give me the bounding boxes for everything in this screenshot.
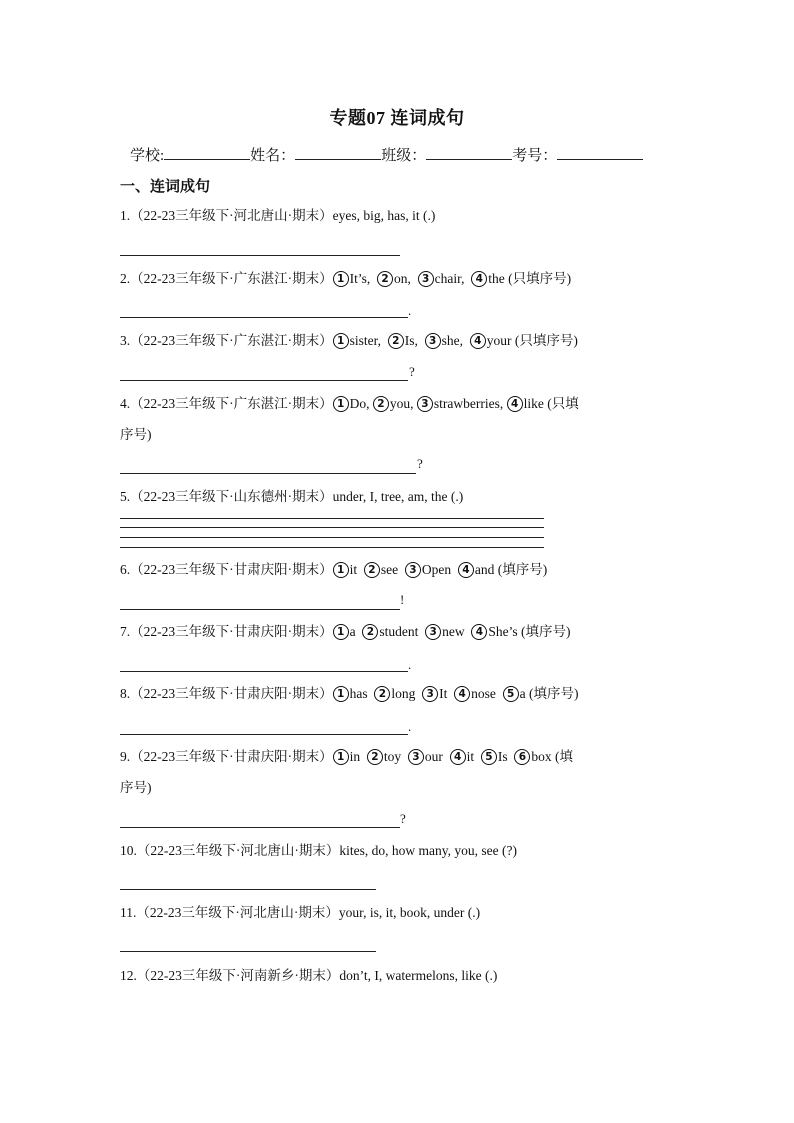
option-word: nose	[471, 686, 496, 701]
option-number-3: 3	[422, 686, 438, 702]
option-number-2: 2	[388, 333, 404, 349]
option-word: Is	[497, 749, 508, 764]
option-number-4: 4	[507, 396, 523, 412]
option-number-3: 3	[425, 333, 441, 349]
answer-line-9[interactable]	[120, 826, 400, 828]
option-number-2: 2	[374, 686, 390, 702]
option-word: Open	[421, 562, 452, 577]
question-9	[120, 741, 676, 772]
question-number: 11.	[120, 905, 137, 920]
option-number-1: 1	[333, 562, 349, 578]
option-word: chair,	[434, 271, 465, 286]
question-number: 9.	[120, 749, 131, 764]
question-number: 3.	[120, 333, 131, 348]
option-number-1: 1	[333, 749, 349, 765]
question-number: 12.	[120, 968, 137, 983]
question-2	[120, 263, 571, 294]
question-source: （22-23三年级下·广东湛江·期末）	[130, 271, 333, 286]
option-number-3: 3	[408, 749, 424, 765]
exam-no-blank[interactable]	[557, 145, 643, 160]
question-12	[120, 960, 497, 991]
question-words: kites, do, how many, you, see (?)	[339, 843, 517, 858]
option-number-5: 5	[481, 749, 497, 765]
option-number-1: 1	[333, 624, 349, 640]
option-word: and	[474, 562, 495, 577]
question-6	[120, 554, 547, 585]
option-number-6: 6	[514, 749, 530, 765]
answer-line-6[interactable]	[120, 608, 400, 610]
answer-line-10[interactable]	[120, 888, 376, 890]
option-number-1: 1	[333, 686, 349, 702]
question-words: don’t, I, watermelons, like (.)	[339, 968, 498, 983]
answer-line-1[interactable]	[120, 254, 400, 256]
option-word: sister,	[349, 333, 381, 348]
answer-end-punct-7: .	[408, 657, 412, 672]
question-note: (填序号)	[529, 686, 579, 701]
answer-end-punct-6: !	[400, 592, 405, 607]
option-word: It’s,	[349, 271, 371, 286]
question-source: （22-23三年级下·广东湛江·期末）	[130, 396, 333, 411]
answer-line-2[interactable]	[120, 316, 408, 318]
question-10	[120, 835, 517, 866]
option-number-4: 4	[454, 686, 470, 702]
question-source: （22-23三年级下·河南新乡·期末）	[136, 968, 340, 983]
option-word: the	[488, 271, 505, 286]
option-word: on,	[394, 271, 411, 286]
option-word: She’s	[488, 624, 518, 639]
question-number: 4.	[120, 396, 131, 411]
school-label: 学校:	[130, 148, 165, 164]
answer-end-punct-8: .	[408, 719, 412, 734]
question-source: （22-23三年级下·甘肃庆阳·期末）	[130, 686, 333, 701]
question-3	[120, 325, 578, 356]
question-note-continued: 序号)	[120, 427, 152, 442]
question-number: 6.	[120, 562, 131, 577]
question-source: （22-23三年级下·河北唐山·期末）	[136, 843, 340, 858]
option-number-4: 4	[471, 624, 487, 640]
option-number-2: 2	[364, 562, 380, 578]
section-heading: 一、连词成句	[120, 179, 211, 195]
question-note: (填序号)	[521, 624, 571, 639]
option-number-3: 3	[417, 396, 433, 412]
question-source: （22-23三年级下·河北唐山·期末）	[130, 208, 333, 223]
answer-line-8[interactable]	[120, 733, 408, 735]
option-word: has	[349, 686, 368, 701]
question-number: 1.	[120, 208, 131, 223]
option-word: new	[442, 624, 465, 639]
option-word: It	[439, 686, 448, 701]
option-word: see	[380, 562, 399, 577]
answer-end-punct-9: ?	[400, 811, 406, 826]
exam-no-label: 考号：	[512, 148, 558, 164]
question-note: (只填序号)	[508, 271, 572, 286]
question-5	[120, 481, 463, 512]
question-7	[120, 616, 571, 647]
question-4	[120, 388, 676, 419]
question-11	[120, 897, 480, 928]
answer-end-punct-3: ?	[409, 364, 415, 379]
question-note: (只填	[547, 396, 579, 411]
answer-line-5a[interactable]	[120, 517, 544, 519]
student-info-row	[130, 144, 643, 165]
option-number-4: 4	[470, 333, 486, 349]
class-label: 班级：	[381, 148, 427, 164]
question-note: (填序号)	[497, 562, 548, 577]
option-word: a	[349, 624, 356, 639]
answer-end-punct-4: ?	[417, 456, 423, 471]
option-word: it	[466, 749, 475, 764]
answer-line-11[interactable]	[120, 950, 376, 952]
answer-line-7[interactable]	[120, 670, 408, 672]
answer-line-5d[interactable]	[120, 546, 544, 548]
question-9-continued	[120, 772, 152, 803]
option-word: toy	[383, 749, 402, 764]
option-number-2: 2	[367, 749, 383, 765]
name-blank[interactable]	[295, 145, 381, 160]
question-number: 10.	[120, 843, 137, 858]
option-number-5: 5	[503, 686, 519, 702]
option-word: box	[531, 749, 552, 764]
answer-line-5b[interactable]	[120, 526, 544, 528]
question-source: （22-23三年级下·河北唐山·期末）	[136, 905, 339, 920]
option-word: student	[379, 624, 419, 639]
page-title: 专题07 连词成句	[329, 108, 465, 128]
answer-line-5c[interactable]	[120, 536, 544, 538]
school-blank[interactable]	[164, 145, 250, 160]
option-word: Is,	[404, 333, 418, 348]
option-word: she,	[441, 333, 463, 348]
option-number-1: 1	[333, 396, 349, 412]
question-words: your, is, it, book, under (.)	[338, 905, 481, 920]
option-word: your	[486, 333, 512, 348]
name-label: 姓名：	[250, 148, 296, 164]
option-number-3: 3	[425, 624, 441, 640]
option-word: our	[424, 749, 443, 764]
option-number-4: 4	[450, 749, 466, 765]
question-source: （22-23三年级下·山东德州·期末）	[130, 489, 333, 504]
answer-end-punct-2: .	[408, 303, 412, 318]
question-source: （22-23三年级下·甘肃庆阳·期末）	[130, 624, 333, 639]
option-number-2: 2	[377, 271, 393, 287]
option-word: strawberries,	[433, 396, 504, 411]
option-number-1: 1	[333, 271, 349, 287]
option-word: in	[349, 749, 361, 764]
option-number-4: 4	[471, 271, 487, 287]
option-number-2: 2	[362, 624, 378, 640]
option-number-3: 3	[405, 562, 421, 578]
answer-line-4[interactable]	[120, 472, 416, 474]
option-number-3: 3	[418, 271, 434, 287]
question-1	[120, 200, 435, 231]
question-source: （22-23三年级下·甘肃庆阳·期末）	[130, 749, 333, 764]
question-number: 8.	[120, 686, 131, 701]
question-number: 2.	[120, 271, 131, 286]
question-4-continued	[120, 419, 152, 450]
question-source: （22-23三年级下·甘肃庆阳·期末）	[130, 562, 333, 577]
option-word: it	[349, 562, 358, 577]
option-number-1: 1	[333, 333, 349, 349]
question-source: （22-23三年级下·广东湛江·期末）	[130, 333, 333, 348]
option-word: Do,	[349, 396, 370, 411]
option-word: a	[519, 686, 526, 701]
question-8	[120, 678, 579, 709]
question-words: under, I, tree, am, the (.)	[332, 489, 464, 504]
question-note: (只填序号)	[514, 333, 578, 348]
answer-line-3[interactable]	[120, 379, 408, 381]
question-note: (填	[555, 749, 574, 764]
class-blank[interactable]	[426, 145, 512, 160]
option-word: you,	[389, 396, 414, 411]
option-number-2: 2	[373, 396, 389, 412]
question-note-continued: 序号)	[120, 780, 152, 795]
option-number-4: 4	[458, 562, 474, 578]
question-number: 7.	[120, 624, 131, 639]
option-word: long	[391, 686, 416, 701]
question-words: eyes, big, has, it (.)	[332, 208, 436, 223]
option-word: like	[523, 396, 544, 411]
question-number: 5.	[120, 489, 131, 504]
